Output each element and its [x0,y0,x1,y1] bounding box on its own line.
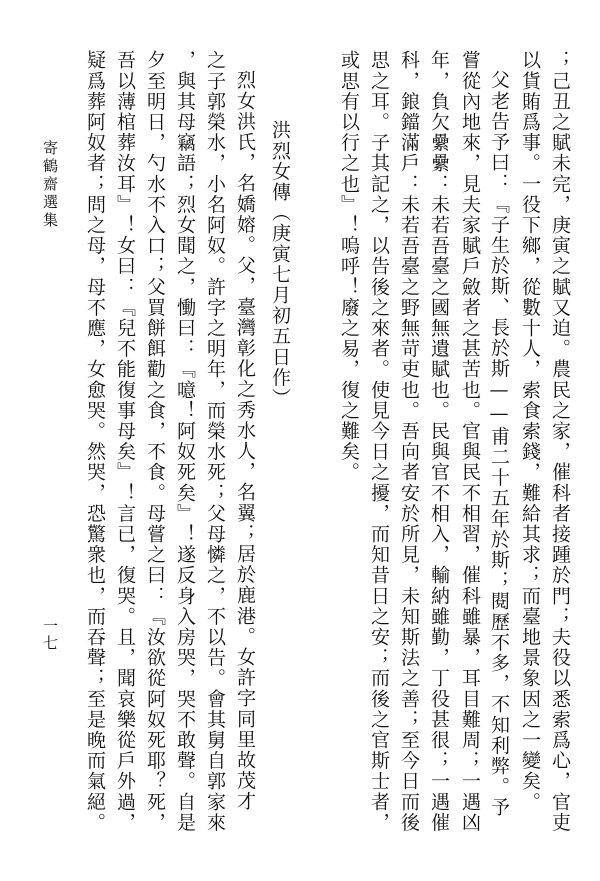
running-title: 寄鶴齋選集 [41,140,59,230]
text-column-8: 或思有以行之也』！嗚呼！廢之易，復之難矣。 [338,50,360,483]
section-title: 洪烈女傳（庚寅七月初五日作） [269,120,291,409]
text-column-4: 嘗從內地來，見夫家賦戶斂者之甚苦也。官與民不相習，催科雖暴，耳目難周；一遇凶 [459,50,481,833]
text-column-13: 吾以薄棺葬汝耳』！女曰：『兒不能復事母矣』！言已，復哭。且，聞哀樂從戶外過， [114,50,136,833]
text-column-11: ，與其母竊語；烈女聞之，慟曰：『噫！阿奴死矣』！遂反身入房哭，哭不敢聲。自是 [174,50,196,833]
text-column-5: 年，負欠纍纍：未若吾臺之國無遺賦也。民與官不相入，輸納雖勤，丁役甚很；一遇催 [428,50,450,833]
text-column-9: 烈女洪氏，名嬌嫆。父，臺灣彰化之秀水人，名翼；居於鹿港。女許字同里故茂才 [234,70,256,812]
text-column-6: 科，鋃鐺滿戶：未若吾臺之野無苛吏也。吾向者安於所見，未知斯法之善；至今日而後 [398,50,420,833]
text-column-2: 以貨賄爲事。一役下鄉，從數十人，索食索錢，難給其求；而臺地景象因之一變矣。 [519,50,541,813]
text-column-14: 疑爲葬阿奴者；問之母，母不應，女愈哭。然哭，恐驚衆也，而吞聲；至是晚而氣絕。 [84,50,106,833]
text-column-3: 父老告予曰：『子生於斯、長於斯——甫二十五年於斯；閱歷不多，不知利弊。予 [488,70,510,818]
page-number: 一七 [41,618,59,652]
text-column-10: 之子郭榮水，小名阿奴。許字之明年，而榮水死；父母憐之，不以告。會其舅自郭家來 [204,50,226,833]
text-column-7: 思之耳。子其記之，以告後之來者。使見今日之擾，而知昔日之安；而後之官斯士者， [368,50,390,833]
text-column-1: ；己丑之賦未完，庚寅之賦又迫。農民之家，催科者接踵於門；夫役以悉索爲心，官吏 [549,50,571,833]
text-column-12: 夕至明日，勺水不入口；父買餅餌勸之食，不食。母嘗之曰：『汝欲從阿奴死耶？死， [144,50,166,833]
